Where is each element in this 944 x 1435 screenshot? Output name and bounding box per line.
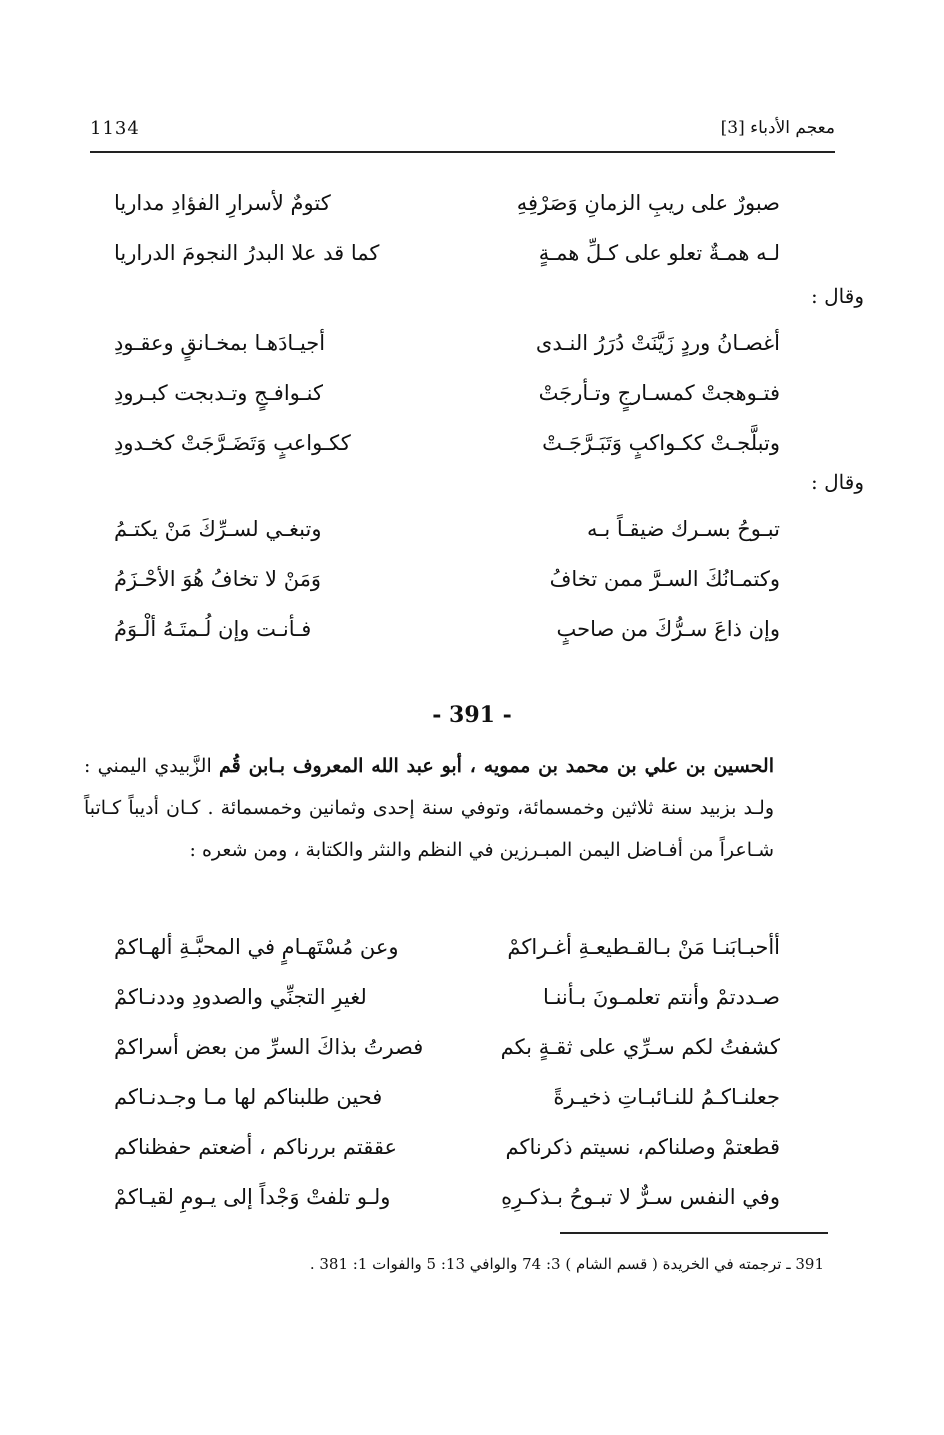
verse: [100, 1122, 820, 1172]
verse-first-hemistich: أغصـانُ وردٍ زَيَّنَتْ دُرَرُ النـدى: [535, 331, 780, 355]
verse: [100, 604, 820, 654]
footnote-rule: [560, 1232, 828, 1234]
verse-second-hemistich: عققتم بررناكم ، أضعتم حفظناكم: [114, 1135, 398, 1159]
poem-block-2: [100, 318, 820, 468]
entry-name: الحسين بن علي بن محمد بن ممويه ، أبو عبد الله المعروف بـابن قُم: [219, 755, 774, 777]
entry-number: - 391 -: [432, 702, 512, 728]
verse-first-hemistich: صبورٌ على ريبِ الزمانِ وَصَرْفِهِ: [516, 191, 780, 215]
poem-block-4: [100, 922, 820, 1222]
header-rule: [90, 151, 835, 153]
page-number: 1134: [90, 118, 140, 139]
verse-first-hemistich: لـه همـةٌ تعلو على كـلِّ همـةٍ: [538, 241, 780, 265]
verse-first-hemistich: جعلنـاكـمُ للنـائبـاتِ ذخيـرةً: [553, 1085, 780, 1109]
verse-first-hemistich: تبـوحُ بسـرك ضيقـاً بـه: [587, 517, 780, 541]
verse-second-hemistich: وَمَنْ لا تخافُ هُوَ الأحْـزَمُ: [114, 567, 322, 591]
verse-second-hemistich: فصرتُ بذاكَ السرِّ من بعض أسراكمْ: [114, 1035, 424, 1059]
verse: [100, 972, 820, 1022]
verse: [100, 1022, 820, 1072]
verse-second-hemistich: ككـواعبٍ وَتَضَـرَّجَتْ كخـدودِ: [114, 431, 351, 455]
book-title: معجم الأدباء [3]: [720, 118, 835, 138]
verse-second-hemistich: وتبغـي لسـرِّكَ مَنْ يكتـمُ: [114, 517, 322, 541]
verse-second-hemistich: أجيـادَهـا بمخـانقٍ وعقـودِ: [114, 331, 326, 355]
verse-second-hemistich: ولـو تلفتْ وَجْداً إلى يـومِ لقيـاكمْ: [114, 1185, 391, 1209]
verse-second-hemistich: فحين طلبناكم لها مـا وجـدنـاكم: [114, 1085, 383, 1109]
verse: [100, 554, 820, 604]
verse-first-hemistich: كشفتُ لكم سـرِّي على ثقـةٍ بكم: [500, 1035, 780, 1059]
verse: [100, 228, 820, 278]
verse-first-hemistich: صـددتمْ وأنتم تعلمـونَ بـأننـا: [543, 985, 780, 1009]
verse-first-hemistich: وإن ذاعَ سـرُّكَ من صاحبٍ: [556, 617, 780, 641]
verse-second-hemistich: لغيرِ التجنِّي والصدودِ وددنـاكمْ: [114, 985, 367, 1009]
verse: [100, 418, 820, 468]
verse-first-hemistich: وكتمـانُكَ السـرَّ ممن تخافُ: [549, 567, 780, 591]
said-heading: وقال :: [811, 470, 864, 494]
verse-first-hemistich: وفي النفس سـرٌّ لا تبـوحُ بـذكـرِهِ: [501, 1185, 780, 1209]
verse-second-hemistich: وعن مُسْتَهـامٍ في المحبَّـةِ ألهـاكمْ: [114, 935, 399, 959]
verse-first-hemistich: فتـوهجتْ كمسـارجٍ وتـأرجَتْ: [538, 381, 780, 405]
running-header: [90, 118, 835, 150]
verse-first-hemistich: أأحبـابَنـا مَنْ بـالقـطيعـةِ أغـراكمْ: [507, 935, 780, 959]
verse: [100, 1072, 820, 1122]
poem-block-1: [100, 178, 820, 278]
verse-second-hemistich: فـأنـت وإن لُـمتَـهُ ألْـوَمُ: [114, 617, 312, 641]
footnote: 391 ـ ترجمته في الخريدة ( قسم الشام ) 3: 74 والوافي 13: 5 والفوات 1: 381 .: [309, 1255, 824, 1273]
verse: [100, 504, 820, 554]
said-heading: وقال :: [811, 284, 864, 308]
entry-text: الزَّبيدي اليمني : ولـد بزبيد سنة ثلاثين وخمسمائة، وتوفي سنة إحدى وثمانين وخمسمائة . كـان أديباً كـاتباً شـاعراً من أفـاضل اليمن المبـرزين في النظم والنثر والكتابة ، ومن شعره :: [84, 755, 774, 861]
verse-second-hemistich: كما قد علا البدرُ النجومَ الدراريا: [114, 241, 380, 265]
verse-second-hemistich: كنـوافـجٍ وتـدبجت كبـرودِ: [114, 381, 324, 405]
entry-biography: [84, 745, 774, 871]
verse-first-hemistich: وتبلَّجـتْ ككـواكبٍ وَتَبَـرَّجَـتْ: [542, 431, 780, 455]
verse-first-hemistich: قطعتمْ وصلناكم، نسيتم ذكرناكم: [505, 1135, 780, 1159]
verse: [100, 318, 820, 368]
verse: [100, 1172, 820, 1222]
poem-block-3: [100, 504, 820, 654]
verse: [100, 178, 820, 228]
verse: [100, 368, 820, 418]
verse-second-hemistich: كتومٌ لأسرارِ الفؤادِ مداريا: [114, 191, 331, 215]
verse: [100, 922, 820, 972]
